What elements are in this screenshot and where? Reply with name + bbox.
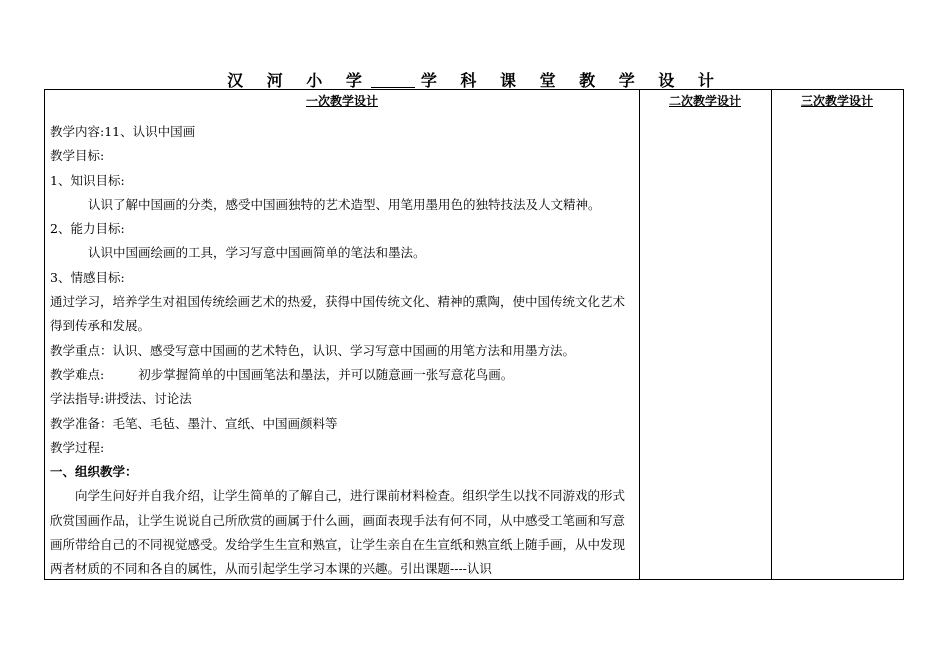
column-header-second-design: 二次教学设计 — [668, 94, 741, 108]
key-points: 教学重点：认识、感受写意中国画的艺术特色，认识、学习写意中国画的用笔方法和用墨方法。 — [50, 342, 576, 358]
difficulty-text: 初步掌握简单的中国画笔法和墨法，并可以随意画一张写意花鸟画。 — [138, 366, 514, 382]
emotion-goal-text: 通过学习，培养学生对祖国传统绘画艺术的热爱，获得中国传统文化、精神的熏陶，使中国传统文化艺术得到传承和发展。 — [50, 294, 626, 334]
lesson-plan-table — [44, 89, 904, 580]
difficulty — [50, 363, 636, 387]
title-suffix: 学 科 课 堂 教 学 设 计 — [420, 71, 723, 90]
ability-goal-label: 2、能力目标: — [50, 221, 125, 237]
study-method: 学法指导:讲授法、讨论法 — [50, 391, 192, 407]
subject-blank — [371, 73, 415, 88]
section-organize-text: 向学生问好并自我介绍，让学生简单的了解自己，进行课前材料检查。组织学生以找不同游戏的形式欣赏国画作品，让学生说说自己所欣赏的画属于什么画，画面表现手法有何不同，从中感受工笔画和写意画所带给自己的不同视觉感受。发给学生生宣和熟宣，让学生亲自在生宣纸和熟宣纸上随手画，从中发现两者材质的不同和各自的属性，从而引起学生学习本课的兴趣。引出课题----认识 — [50, 488, 626, 577]
ability-goal-text: 认识中国画绘画的工具，学习写意中国画简单的笔法和墨法。 — [88, 245, 426, 261]
column-divider — [639, 90, 640, 579]
teaching-preparation: 教学准备：毛笔、毛毡、墨汁、宣纸、中国画颜料等 — [50, 415, 338, 431]
knowledge-goal-label: 1、知识目标: — [50, 172, 125, 188]
school-name: 汉 河 小 学 — [227, 71, 371, 90]
teaching-topic: 教学内容:11、认识中国画 — [50, 124, 196, 139]
emotion-goal-label: 3、情感目标: — [50, 269, 125, 285]
column-header-third-design: 三次教学设计 — [800, 94, 873, 108]
section-heading-organize: 一、组织教学： — [50, 464, 138, 480]
column-divider — [771, 90, 772, 579]
document-title — [0, 68, 950, 91]
difficulty-label: 教学难点: — [50, 366, 105, 382]
column-header-first-design: 一次教学设计 — [305, 94, 378, 108]
process-label: 教学过程: — [50, 439, 105, 455]
goals-label: 教学目标: — [50, 148, 105, 164]
first-design-content — [50, 120, 636, 582]
knowledge-goal-text: 认识了解中国画的分类，感受中国画独特的艺术造型、用笔用墨用色的独特技法及人文精神。 — [88, 196, 601, 212]
